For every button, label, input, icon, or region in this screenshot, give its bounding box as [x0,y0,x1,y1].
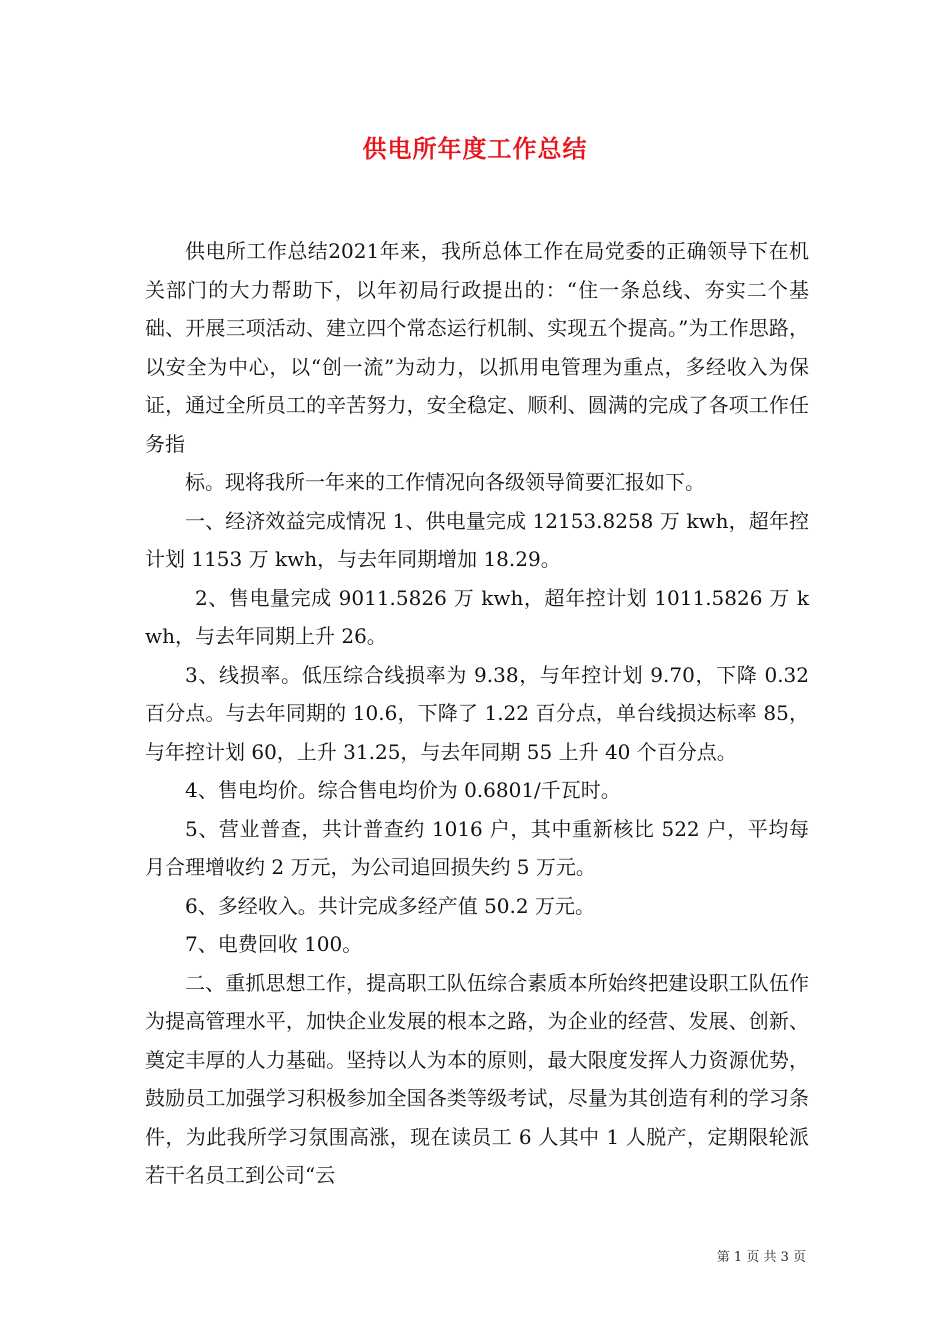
paragraph-report-intro: 标。现将我所一年来的工作情况向各级领导简要汇报如下。 [185,470,705,494]
document-body [145,232,809,1195]
paragraph-economic-sales: 2、售电量完成 9011.5826 万 kwh，超年控计划 1011.5826 万 kwh，与去年同期上升 26。 [145,585,809,648]
paragraph-business-survey: 5、营业普查，共计普查约 1016 户，其中重新核比 522 户，平均每月合理增收约 2 万元，为公司追回损失约 5 万元。 [145,816,809,879]
page-number: 第 1 页 共 3 页 [716,1250,806,1265]
paragraph-economic-supply: 一、经济效益完成情况 1、供电量完成 12153.8258 万 kwh，超年控计划 1153 万 kwh，与去年同期增加 18.29。 [145,508,809,571]
paragraph-line-loss: 3、线损率。低压综合线损率为 9.38，与年控计划 9.70，下降 0.32 百分点。与去年同期的 10.6，下降了 1.22 百分点，单台线损达标率 85，与年控计划 60，上升 31.25，与去年同期 55 上升 40 个百分点。 [145,662,809,764]
paragraph-staff-quality: 二、重抓思想工作，提高职工队伍综合素质本所始终把建设职工队伍作为提高管理水平，加快企业发展的根本之路，为企业的经营、发展、创新、奠定丰厚的人力基础。坚持以人为本的原则，最大限度发挥人力资源优势，鼓励员工加强学习积极参加全国各类等级考试，尽量为其创造有利的学习条件，为此我所学习氛围高涨，现在读员工 6 人其中 1 人脱产，定期限轮派若干名员工到公司“云 [145,970,809,1187]
paragraph-diversified-income: 6、多经收入。共计完成多经产值 50.2 万元。 [185,893,595,918]
paragraph-fee-recovery: 7、电费回收 100。 [185,932,363,956]
document-title: 供电所年度工作总结 [362,134,588,163]
paragraph-average-price: 4、售电均价。综合售电均价为 0.6801/千瓦时。 [185,778,621,802]
paragraph-intro: 供电所工作总结2021年来，我所总体工作在局党委的正确领导下在机关部门的大力帮助下，以年初局行政提出的：“住一条总线、夯实二个基础、开展三项活动、建立四个常态运行机制、实现五个提高。”为工作思路，以安全为中心，以“创一流”为动力，以抓用电管理为重点，多经收入为保证，通过全所员工的辛苦努力，安全稳定、顺利、圆满的完成了各项工作任务指 [145,239,809,456]
